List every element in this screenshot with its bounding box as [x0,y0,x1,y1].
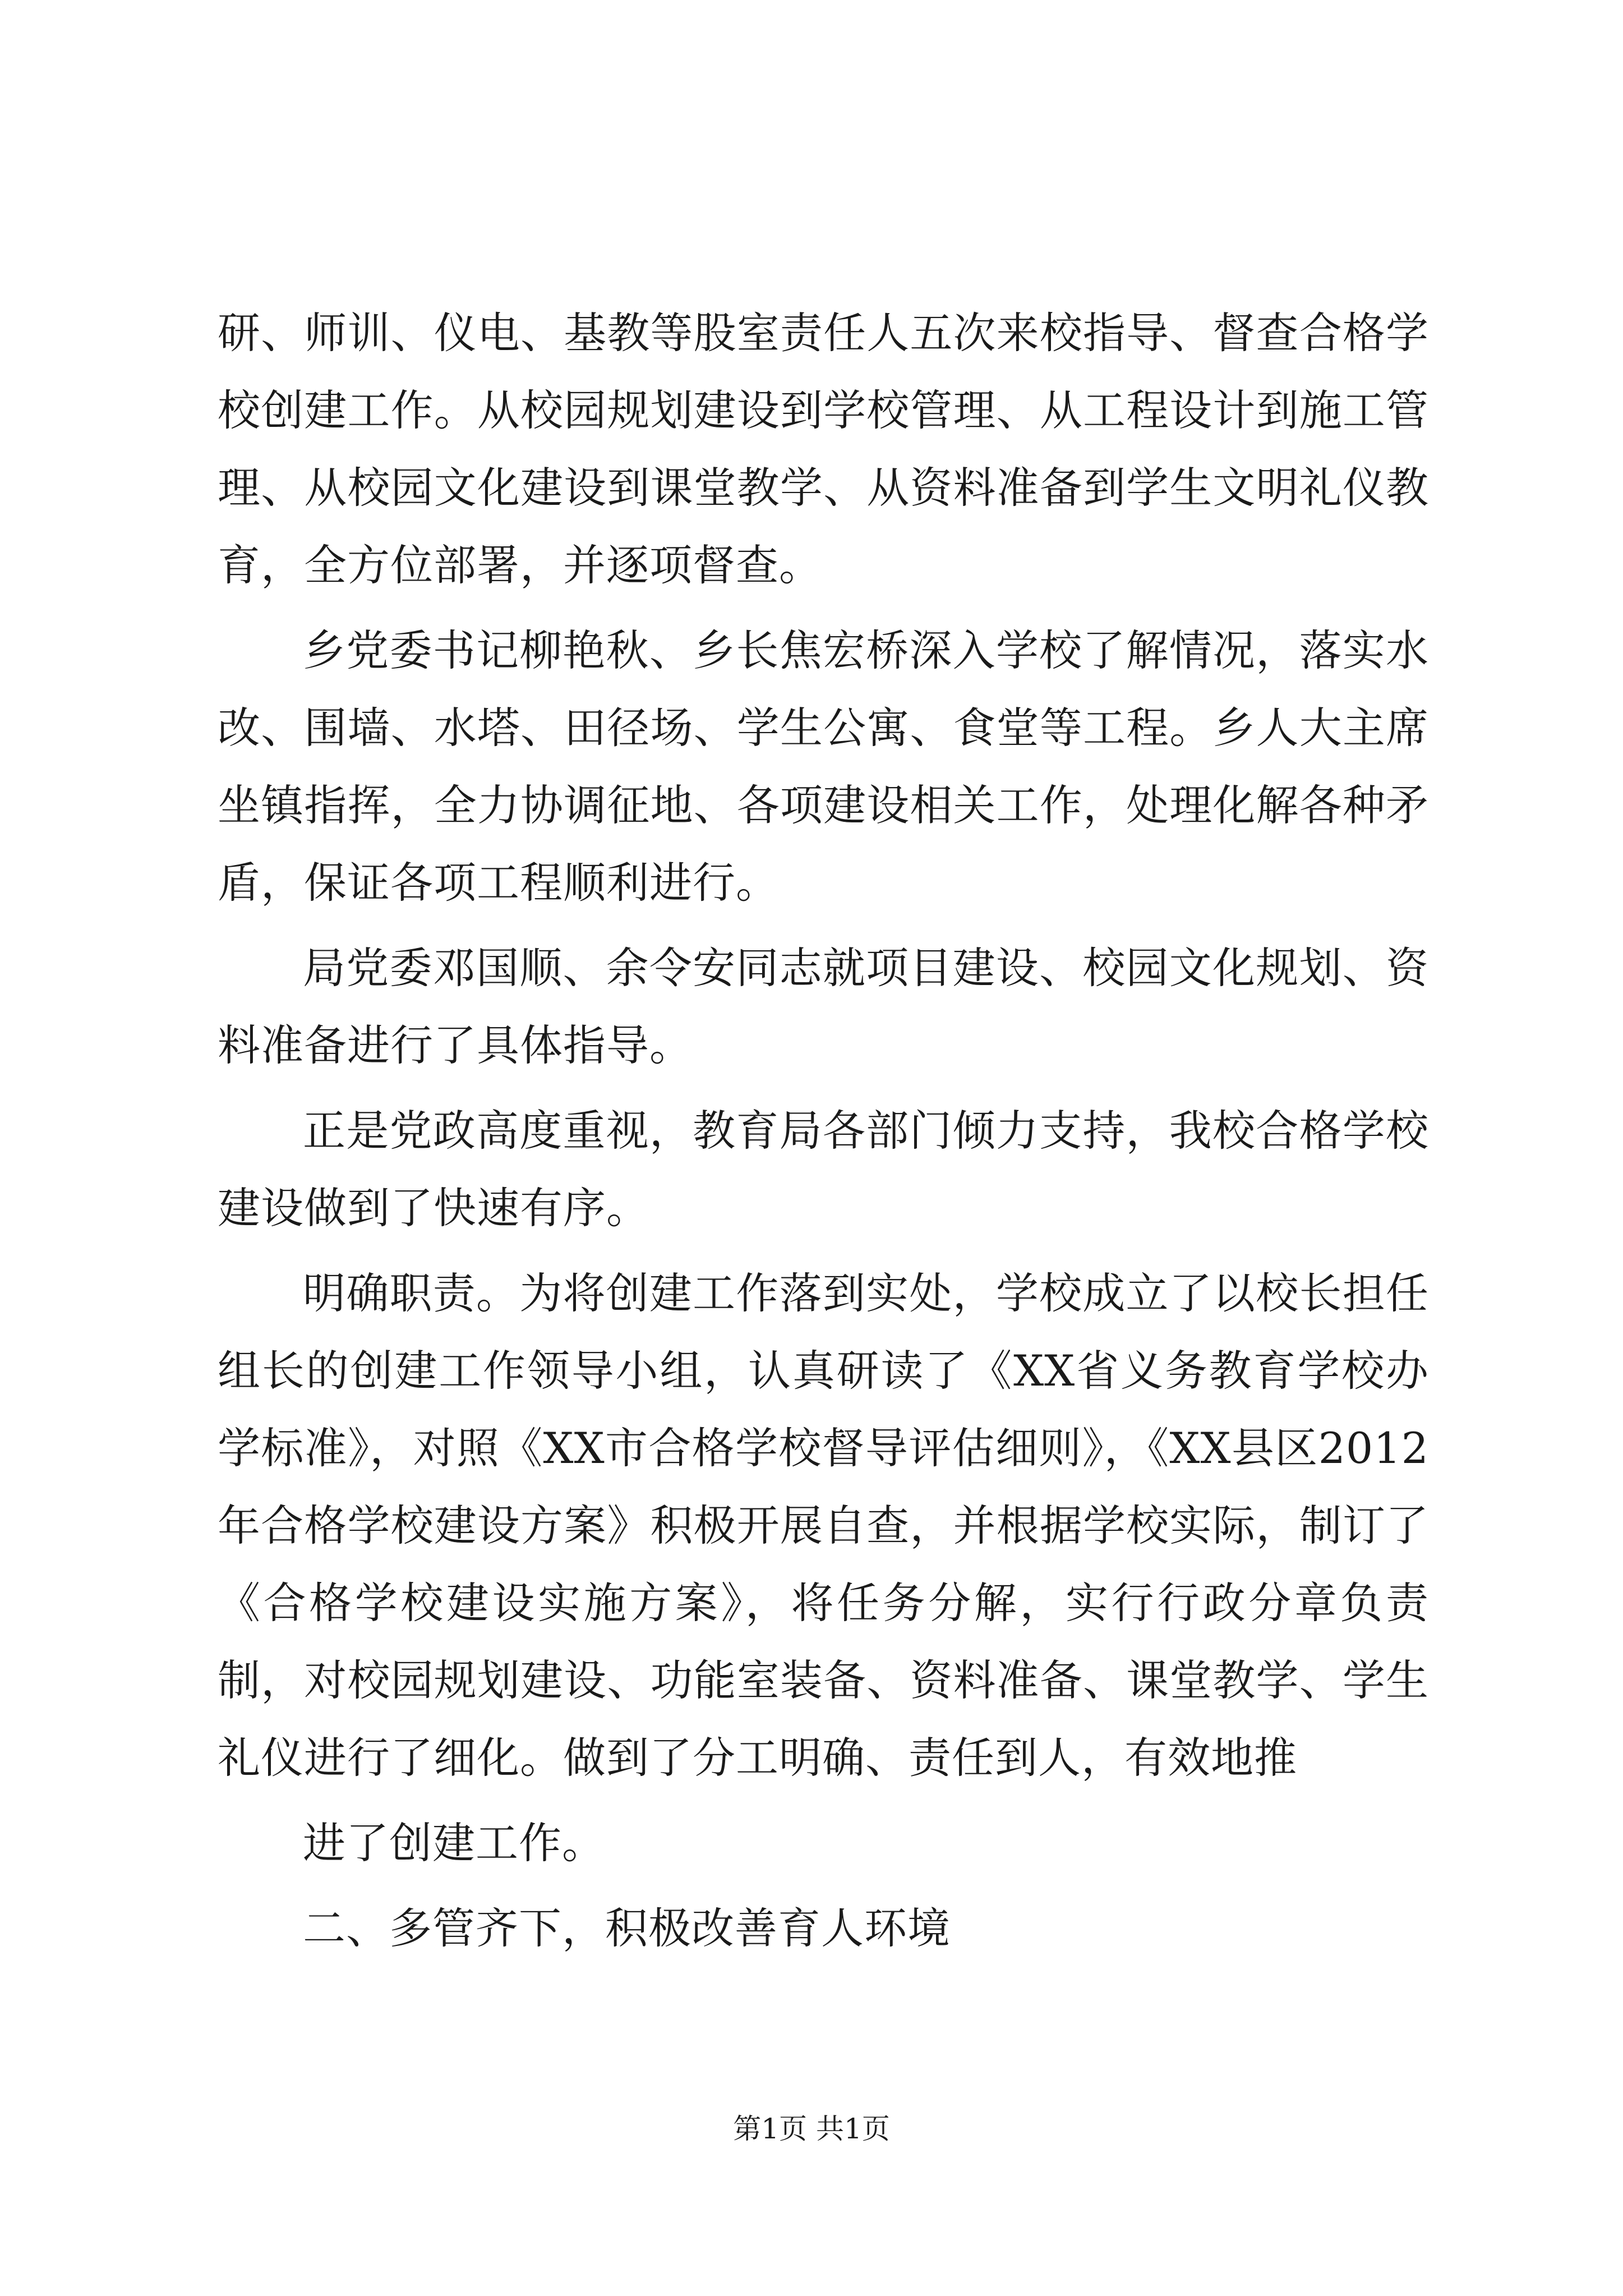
paragraph-continuation: 研、师训、仪电、基教等股室责任人五次来校指导、督查合格学校创建工作。从校园规划建设到学校管理、从工程设计到施工管理、从校园文化建设到课堂教学、从资料准备到学生文明礼仪教育，全方位部署，并逐项督查。 [218,308,1429,590]
page-number-label: 第1页 共1页 [733,2113,890,2145]
paragraph-clarify-duties: 明确职责。为将创建工作落到实处，学校成立了以校长担任组长的创建工作领导小组，认真研读了《XX省义务教育学校办学标准》，对照《XX市合格学校督导评估细则》，《XX县区2012年合格学校建设方案》积极开展自查，并根据学校实际，制订了《合格学校建设实施方案》，将任务分解，实行行政分章负责制，对校园规划建设、功能室装备、资料准备、课堂教学、学生礼仪进行了细化。做到了分工明确、责任到人，有效地推 [218,1268,1429,1783]
page-footer [0,2112,1623,2146]
paragraph-line-continuation: 进了创建工作。 [303,1818,605,1868]
section-heading-environment: 二、多管齐下，积极改善育人环境 [303,1903,951,1953]
paragraph-bureau-guidance: 局党委邓国顺、余令安同志就项目建设、校园文化规划、资料准备进行了具体指导。 [218,943,1429,1070]
document-body [218,295,1429,1975]
paragraph-township-leaders: 乡党委书记柳艳秋、乡长焦宏桥深入学校了解情况，落实水改、围墙、水塔、田径场、学生公寓、食堂等工程。乡人大主席坐镇指挥，全力协调征地、各项建设相关工作，处理化解各种矛盾，保证各项工程顺利进行。 [218,625,1429,908]
paragraph-support-summary: 正是党政高度重视，教育局各部门倾力支持，我校合格学校建设做到了快速有序。 [218,1106,1429,1233]
